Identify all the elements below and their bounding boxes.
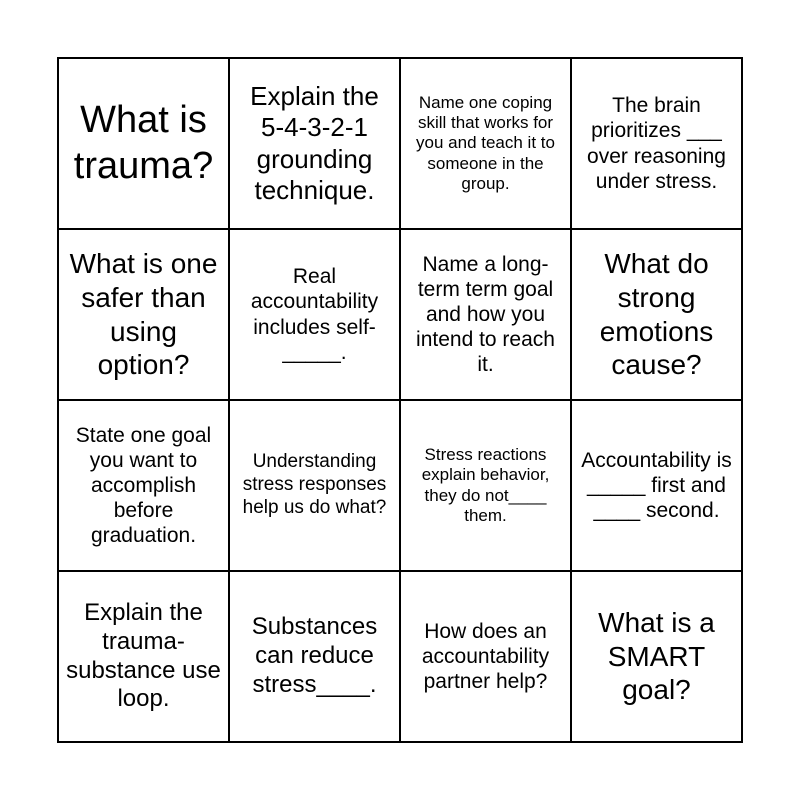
cell-text: What is trauma?	[73, 98, 214, 187]
cell-text: Explain the trauma-substance use loop.	[66, 598, 221, 713]
bingo-cell-2[interactable]	[229, 58, 400, 229]
bingo-cell-11[interactable]	[400, 400, 571, 571]
bingo-cell-14[interactable]	[229, 571, 400, 742]
bingo-cell-4[interactable]	[571, 58, 742, 229]
bingo-cell-15[interactable]	[400, 571, 571, 742]
cell-text: Real accountability includes self-_____.	[250, 265, 379, 364]
cell-text: How does an accountability partner help?	[421, 619, 550, 694]
cell-text: Understanding stress responses help us do what?	[242, 451, 387, 518]
cell-text: What do strong emotions cause?	[599, 248, 714, 381]
bingo-board	[57, 57, 743, 743]
cell-text: Name one coping skill that works for you and teach it to someone in the group.	[416, 92, 555, 194]
bingo-cell-6[interactable]	[229, 229, 400, 400]
bingo-cell-16[interactable]	[571, 571, 742, 742]
cell-text: Name a long-term term goal and how you intend to reach it.	[416, 252, 555, 377]
bingo-cell-5[interactable]	[58, 229, 229, 400]
cell-text: Stress reactions explain behavior, they do not____ them.	[421, 444, 550, 525]
bingo-cell-7[interactable]	[400, 229, 571, 400]
cell-text: What is one safer than using option?	[69, 248, 218, 381]
bingo-cell-3[interactable]	[400, 58, 571, 229]
bingo-cell-9[interactable]	[58, 400, 229, 571]
cell-text: State one goal you want to accomplish before graduation.	[75, 423, 212, 548]
bingo-cell-10[interactable]	[229, 400, 400, 571]
bingo-cell-8[interactable]	[571, 229, 742, 400]
bingo-cell-12[interactable]	[571, 400, 742, 571]
cell-text: Explain the 5-4-3-2-1 grounding technique.	[250, 81, 379, 205]
cell-text: Substances can reduce stress____.	[251, 613, 378, 698]
cell-text: What is a SMART goal?	[598, 607, 715, 706]
cell-text: The brain prioritizes ___ over reasoning under stress.	[587, 94, 726, 193]
bingo-cell-13[interactable]	[58, 571, 229, 742]
bingo-cell-1[interactable]	[58, 58, 229, 229]
cell-text: Accountability is _____ first and ____ second.	[581, 448, 732, 523]
